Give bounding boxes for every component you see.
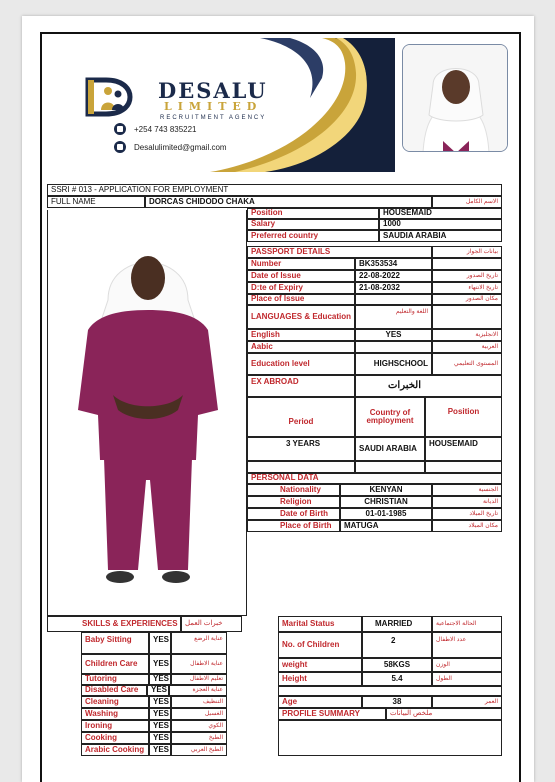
contact-phone: [114, 123, 197, 135]
skill-label: Washing: [81, 708, 149, 720]
nationality-label-ar: الجنسية: [432, 484, 502, 496]
skill-label-ar: التنظيف: [171, 696, 227, 708]
phone-text: +254 743 835221: [134, 124, 197, 134]
profile-summary-label: PROFILE SUMMARY: [278, 708, 386, 720]
experience-position: HOUSEMAID: [425, 437, 502, 461]
experience-title-ar: الخبرات: [355, 375, 502, 397]
issue-place-label: Place of Issue: [247, 294, 355, 305]
passport-title: PASSPORT DETAILS: [247, 246, 432, 258]
education-value: HIGHSCHOOL: [355, 353, 432, 375]
skill-label-ar: الطبخ: [171, 732, 227, 744]
personal-title: PERSONAL DATA: [247, 473, 502, 484]
skill-label: Arabic Cooking: [81, 744, 149, 756]
issue-date-label-ar: تاريخ الصدور: [432, 270, 502, 282]
agency-logo-icon: [84, 76, 146, 118]
experience-blank-1: [247, 461, 355, 473]
expiry-date-label-ar: تاريخ الانتهاء: [432, 282, 502, 294]
marital-label-ar: الحالة الاجتماعية: [432, 616, 502, 632]
skill-value: YES: [149, 708, 171, 720]
issue-date-label: Date of Issue: [247, 270, 355, 282]
dob-label-ar: تاريخ الميلاد: [432, 508, 502, 520]
marital-value: MARRIED: [362, 616, 432, 632]
skill-value: YES: [147, 685, 169, 696]
period-header: Period: [247, 397, 355, 437]
age-value: 38: [362, 696, 432, 708]
languages-blank-cell: [432, 305, 502, 329]
marital-blank-row: [278, 686, 502, 696]
religion-label: Religion: [247, 496, 340, 508]
passport-title-ar: بيانات الجواز: [432, 246, 502, 258]
full-name-label-ar: الاسم الكامل: [432, 196, 502, 208]
religion-value: CHRISTIAN: [340, 496, 432, 508]
skill-label-ar: الطبخ العربي: [171, 744, 227, 756]
nationality-value: KENYAN: [340, 484, 432, 496]
skill-label: Ironing: [81, 720, 149, 732]
weight-value: 58KGS: [362, 658, 432, 672]
skill-label: Disabled Care: [81, 685, 147, 696]
dob-value: 01-01-1985: [340, 508, 432, 520]
email-text: Desalulimited@gmail.com: [134, 142, 227, 152]
salary-value: 1000: [379, 219, 502, 230]
full-body-photo: [47, 210, 247, 616]
passport-photo: [402, 44, 508, 152]
country-header: Country of employment: [355, 397, 425, 437]
contact-email: [114, 141, 227, 153]
skill-label: Tutoring: [81, 674, 149, 685]
passport-number-ar-cell: [432, 258, 502, 270]
brand-tagline: RECRUITMENT AGENCY: [160, 115, 267, 121]
passport-number-label: Number: [247, 258, 355, 270]
skill-value: YES: [149, 696, 171, 708]
skill-value: YES: [149, 720, 171, 732]
education-label-ar: المستوى التعليمي: [432, 353, 502, 375]
age-label: Age: [278, 696, 362, 708]
skill-label-ar: عناية العجزة: [169, 685, 227, 696]
brand-subtitle: LIMITED: [164, 100, 263, 113]
skills-title: SKILLS & EXPERIENCES: [47, 616, 181, 632]
issue-date-value: 22-08-2022: [355, 270, 432, 282]
height-label-ar: الطول: [432, 672, 502, 686]
full-name-value: DORCAS CHIDODO CHAKA: [145, 196, 432, 208]
english-label-ar: الانجليزية: [432, 329, 502, 341]
skill-label-ar: عناية الاطفال: [171, 654, 227, 674]
english-value: YES: [355, 329, 432, 341]
skill-label: Cleaning: [81, 696, 149, 708]
skill-label: Children Care: [81, 654, 149, 674]
issue-place-value: [355, 294, 432, 305]
skill-value: YES: [149, 744, 171, 756]
salary-label: Salary: [247, 219, 379, 230]
issue-place-label-ar: مكان الصدور: [432, 294, 502, 305]
children-label-ar: عدد الاطفال: [432, 632, 502, 658]
position-value: HOUSEMAID: [379, 208, 502, 219]
arabic-label-ar: العربية: [432, 341, 502, 353]
skill-label: Baby Sitting: [81, 632, 149, 654]
experience-blank-2: [355, 461, 425, 473]
skills-title-ar: خبرات العمل: [181, 616, 242, 632]
experience-blank-3: [425, 461, 502, 473]
brand-name: DESALU: [158, 78, 268, 103]
skill-value: YES: [149, 674, 171, 685]
arabic-value: [355, 341, 432, 353]
expiry-date-value: 21-08-2032: [355, 282, 432, 294]
skill-label-ar: الغسيل: [171, 708, 227, 720]
experience-country: SAUDI ARABIA: [355, 437, 425, 461]
skill-value: YES: [149, 732, 171, 744]
height-value: 5.4: [362, 672, 432, 686]
email-icon: [114, 141, 126, 153]
marital-label: Marital Status: [278, 616, 362, 632]
skill-value: YES: [149, 654, 171, 674]
children-label: No. of Children: [278, 632, 362, 658]
country-value: SAUDIA ARABIA: [379, 230, 502, 242]
full-name-label: FULL NAME: [47, 196, 145, 208]
application-ref: SSRI # 013 - APPLICATION FOR EMPLOYMENT: [47, 184, 502, 196]
age-label-ar: العمر: [432, 696, 502, 708]
religion-label-ar: الديانة: [432, 496, 502, 508]
languages-title-ar: اللغة والتعليم: [355, 305, 432, 329]
nationality-label: Nationality: [247, 484, 340, 496]
pob-value: MATUGA: [340, 520, 432, 532]
passport-number-value: BK353534: [355, 258, 432, 270]
education-label: Education level: [247, 353, 355, 375]
dob-label: Date of Birth: [247, 508, 340, 520]
skill-label-ar: الكوي: [171, 720, 227, 732]
height-label: Height: [278, 672, 362, 686]
agency-banner: [60, 38, 395, 172]
skill-label-ar: تعليم الاطفال: [171, 674, 227, 685]
skill-label-ar: عناية الرضع: [171, 632, 227, 654]
languages-title: LANGUAGES & Education: [247, 305, 355, 329]
skill-value: YES: [149, 632, 171, 654]
skill-label: Cooking: [81, 732, 149, 744]
profile-summary-label-ar: ملخص البيانات: [386, 708, 502, 720]
pob-label-ar: مكان الميلاد: [432, 520, 502, 532]
pob-label: Place of Birth: [247, 520, 340, 532]
arabic-label: Aabic: [247, 341, 355, 353]
position-label: Position: [247, 208, 379, 219]
experience-position-header: Position: [425, 397, 502, 437]
profile-summary-box: [278, 720, 502, 756]
children-value: 2: [362, 632, 432, 658]
weight-label-ar: الوزن: [432, 658, 502, 672]
experience-title: EX ABROAD: [247, 375, 355, 397]
english-label: English: [247, 329, 355, 341]
country-label: Preferred country: [247, 230, 379, 242]
weight-label: weight: [278, 658, 362, 672]
expiry-date-label: D:te of Expiry: [247, 282, 355, 294]
phone-icon: [114, 123, 126, 135]
experience-period: 3 YEARS: [247, 437, 355, 461]
